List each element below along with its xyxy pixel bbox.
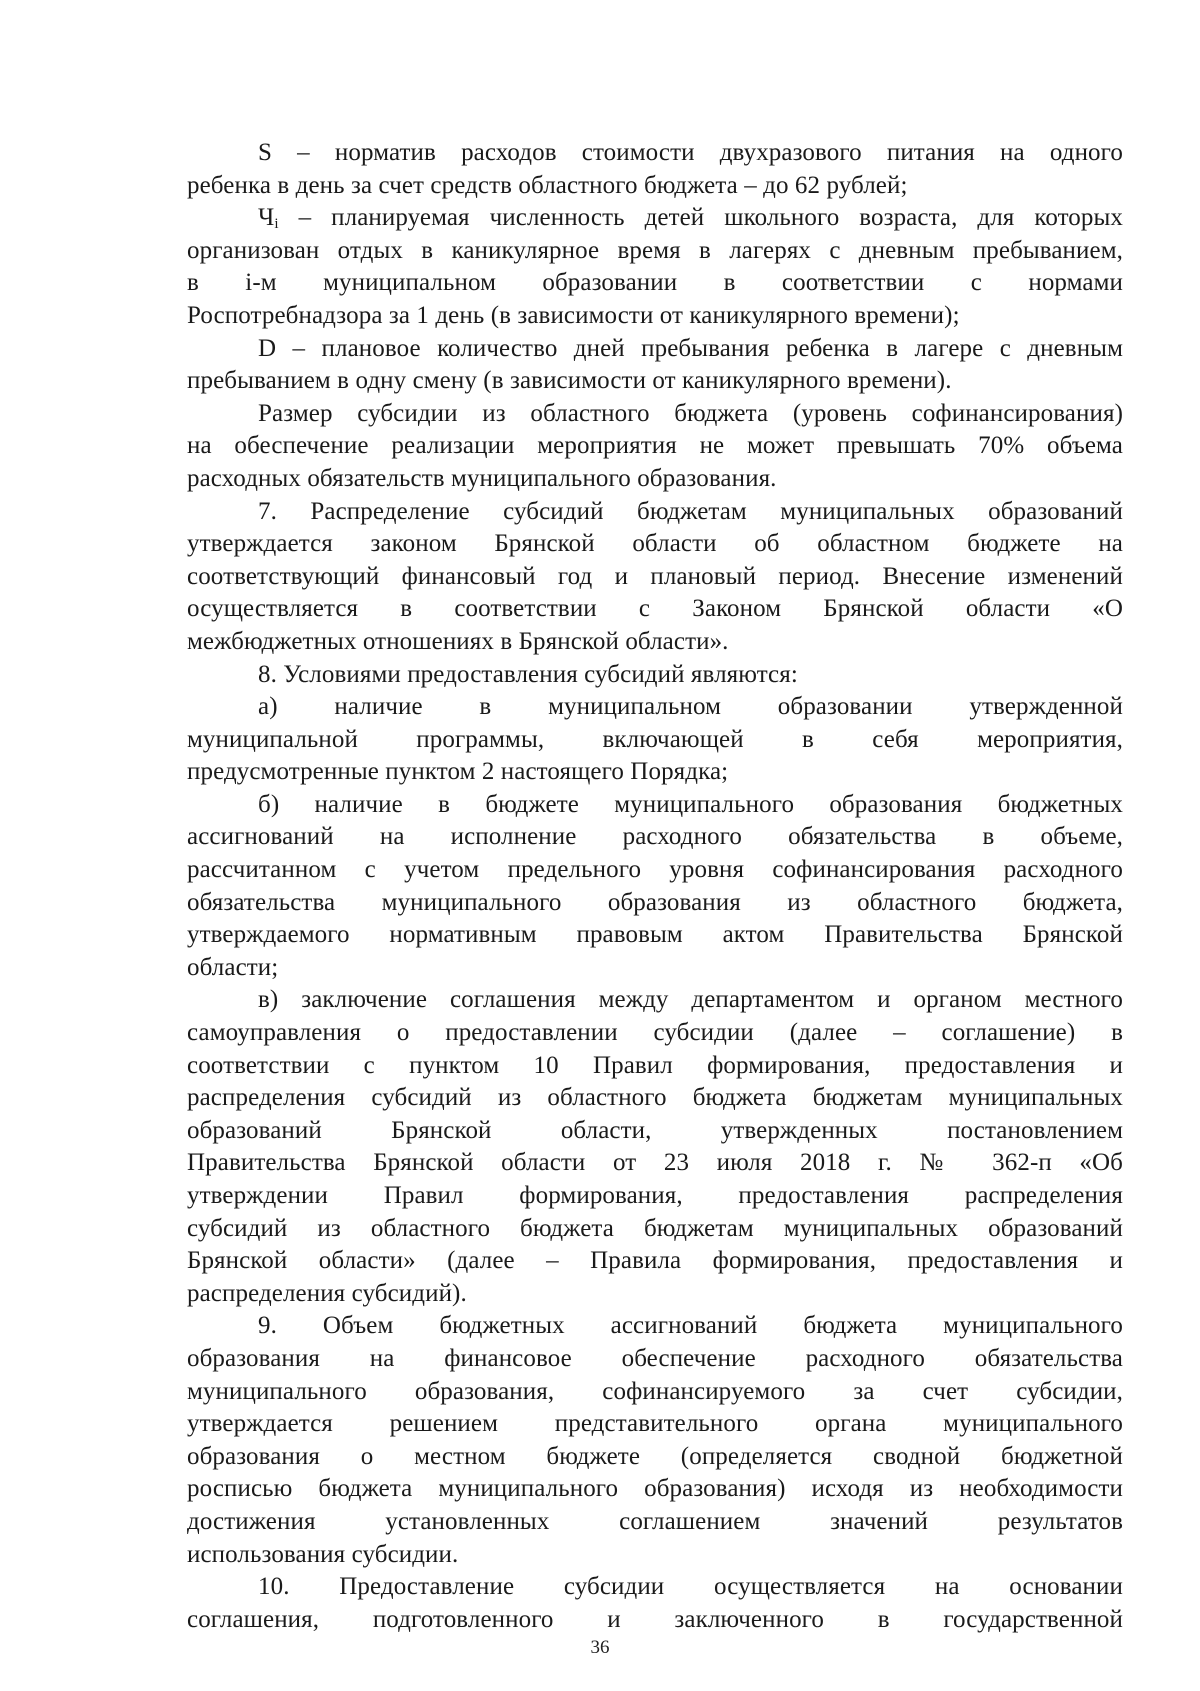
- page-number: 36: [590, 1637, 610, 1658]
- text-line: D – плановое количество дней пребывания ребенка в лагере с дневным: [258, 334, 1123, 362]
- text-line: 7. Распределение субсидий бюджетам муниципальных образований: [258, 497, 1123, 525]
- subscript-index: i: [274, 216, 279, 233]
- text-line: Брянской области» (далее – Правила формирования, предоставления и: [187, 1247, 1123, 1275]
- text-line: 9. Объем бюджетных ассигнований бюджета муниципального: [258, 1312, 1123, 1340]
- text-line: росписью бюджета муниципального образования) исходя из необходимости: [187, 1475, 1123, 1503]
- text-line: S – норматив расходов стоимости двухразового питания на одного: [258, 139, 1123, 166]
- text-line: в) заключение соглашения между департаментом и органом местного: [258, 986, 1123, 1014]
- text-line: распределения субсидий из областного бюджета бюджетам муниципальных: [187, 1084, 1123, 1112]
- paragraph: [187, 789, 1123, 985]
- paragraph: [187, 496, 1123, 659]
- text-line: Размер субсидии из областного бюджета (уровень софинансирования): [258, 399, 1123, 427]
- text-line: 8. Условиями предоставления субсидий являются:: [258, 660, 798, 688]
- text-line: самоуправления о предоставлении субсидии (далее – соглашение) в: [187, 1019, 1123, 1047]
- document-body: [187, 137, 1123, 1636]
- text-line: рассчитанном с учетом предельного уровня софинансирования расходного: [187, 856, 1123, 884]
- text-line: $Ч_i$ – планируемая численность детей школьного возраста, для которых: [258, 204, 1123, 233]
- text-line: образований Брянской области, утвержденных постановлением: [187, 1116, 1123, 1144]
- text-line: б) наличие в бюджете муниципального образования бюджетных: [258, 790, 1123, 818]
- text-line: ассигнований на исполнение расходного обязательства в объеме,: [187, 823, 1123, 851]
- text-line: муниципальной программы, включающей в себя мероприятия,: [187, 725, 1123, 753]
- text-line: соглашения, подготовленного и заключенного в государственной: [187, 1605, 1123, 1633]
- paragraph: [187, 137, 1123, 202]
- text-line: организован отдых в каникулярное время в лагерях с дневным пребыванием,: [187, 236, 1123, 264]
- text-line: распределения субсидий).: [187, 1279, 467, 1307]
- text-line: соответствующий финансовый год и плановый период. Внесение изменений: [187, 562, 1123, 590]
- text-line: утверждается законом Брянской области об областном бюджете на: [187, 530, 1123, 558]
- text-line: 10. Предоставление субсидии осуществляется на основании: [258, 1573, 1123, 1601]
- text-line: в i-м муниципальном образовании в соответствии с нормами: [187, 269, 1123, 297]
- text-line: расходных обязательств муниципального образования.: [187, 464, 777, 492]
- paragraph: [187, 398, 1123, 496]
- text-line: утверждаемого нормативным правовым актом Правительства Брянской: [187, 921, 1123, 949]
- text-line: субсидий из областного бюджета бюджетам муниципальных образований: [187, 1214, 1123, 1242]
- text-line: осуществляется в соответствии с Законом Брянской области «О: [187, 595, 1123, 623]
- text-line: достижения установленных соглашением значений результатов: [187, 1507, 1123, 1535]
- text-line: на обеспечение реализации мероприятия не может превышать 70% объема: [187, 432, 1123, 460]
- text-line: муниципального образования, софинансируемого за счет субсидии,: [187, 1377, 1123, 1405]
- text-line: области;: [187, 953, 279, 981]
- text-line: утверждается решением представительного органа муниципального: [187, 1410, 1123, 1438]
- text-line: образования на финансовое обеспечение расходного обязательства: [187, 1344, 1123, 1372]
- text-line: предусмотренные пунктом 2 настоящего Порядка;: [187, 758, 729, 786]
- text-line: использования субсидии.: [187, 1540, 459, 1568]
- text-line: утверждении Правил формирования, предоставления распределения: [187, 1182, 1123, 1209]
- text-line: пребыванием в одну смену (в зависимости от каникулярного времени).: [187, 367, 952, 395]
- text-line: соответствии с пунктом 10 Правил формирования, предоставления и: [187, 1051, 1123, 1079]
- text-line: обязательства муниципального образования из областного бюджета,: [187, 888, 1123, 916]
- text-line: межбюджетных отношениях в Брянской области».: [187, 627, 729, 655]
- paragraph: [187, 691, 1123, 789]
- text-line: образования о местном бюджете (определяется сводной бюджетной: [187, 1442, 1123, 1470]
- text-line: ребенка в день за счет средств областного бюджета – до 62 рублей;: [187, 171, 908, 199]
- text-line: Роспотребнадзора за 1 день (в зависимости от каникулярного времени);: [187, 301, 960, 329]
- paragraph: [187, 1310, 1123, 1571]
- paragraph: [187, 202, 1123, 332]
- text-line: Правительства Брянской области от 23 июля 2018 г. № 362-п «Об: [187, 1149, 1123, 1177]
- paragraph: [187, 1571, 1123, 1636]
- paragraph: [187, 333, 1123, 398]
- text-line: а) наличие в муниципальном образовании утвержденной: [258, 693, 1123, 721]
- paragraph: [187, 659, 1123, 692]
- paragraph: [187, 984, 1123, 1310]
